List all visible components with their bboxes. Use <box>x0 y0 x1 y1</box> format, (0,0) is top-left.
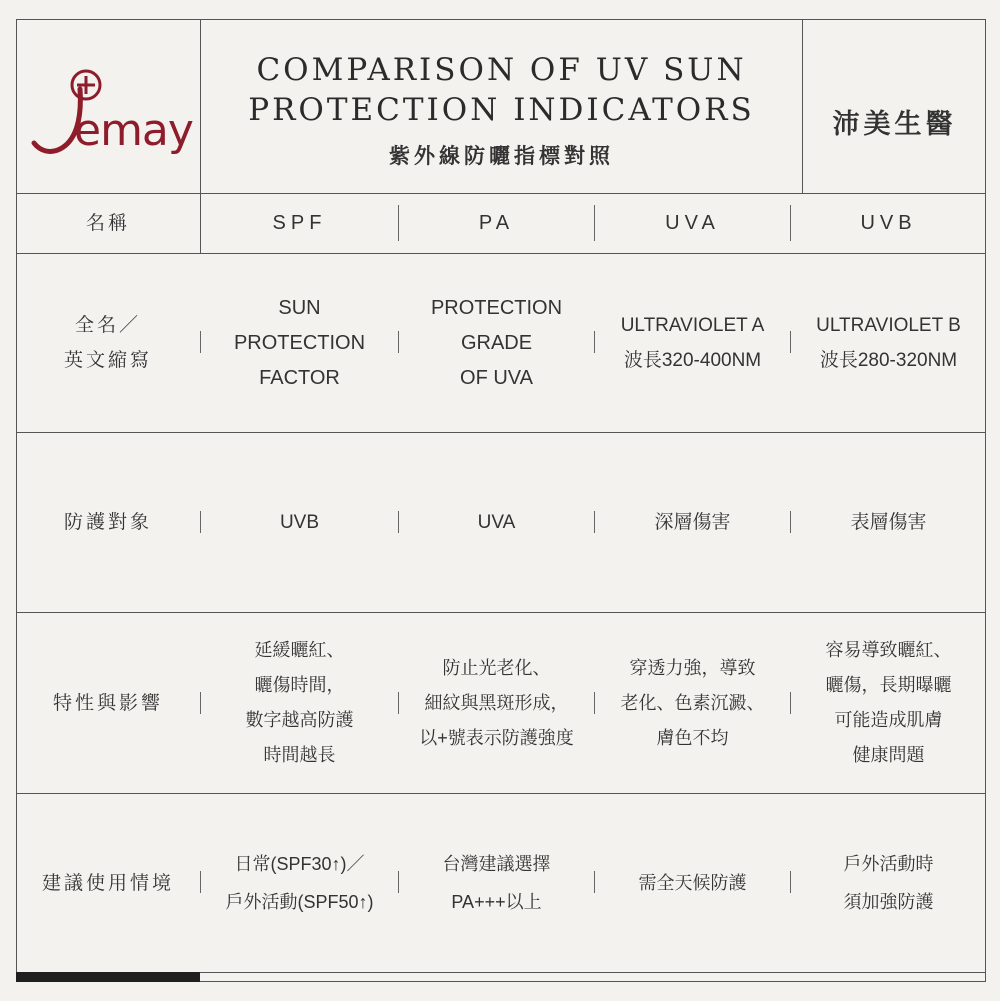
table-cell: ULTRAVIOLET A 波長320-400NM <box>620 315 765 371</box>
page-title: COMPARISON OF UV SUN PROTECTION INDICATORS <box>248 52 755 128</box>
row-label-full-name: 全名／ 英文縮寫 <box>63 315 152 371</box>
column-header-pa: PA <box>478 211 515 234</box>
table-cell: 延緩曬紅、 曬傷時間， 數字越高防護 時間越長 <box>245 640 354 765</box>
column-header-spf: SPF <box>272 211 327 234</box>
table-cell: PROTECTION GRADE OF UVA <box>430 296 563 389</box>
table-cell: 台灣建議選擇 PA+++以上 <box>442 854 551 912</box>
table-cell: ULTRAVIOLET B 波長280-320NM <box>816 315 961 371</box>
row-label-characteristics: 特性與影響 <box>52 692 163 714</box>
row-label-name: 名稱 <box>85 212 130 234</box>
table-cell: 深層傷害 <box>654 512 731 533</box>
table-cell: 戶外活動時 須加強防護 <box>843 854 934 912</box>
table-cell: 穿透力強，導致 老化、色素沉澱、 膚色不均 <box>620 657 765 748</box>
table-cell: 容易導致曬紅、 曬傷，長期曝曬 可能造成肌膚 健康問題 <box>825 640 952 765</box>
table-cell: 表層傷害 <box>850 512 927 533</box>
column-header-uvb: UVB <box>860 211 917 234</box>
decorative-bar <box>16 972 200 982</box>
brand-name: 沛美生醫 <box>832 109 957 139</box>
table-cell: UVB <box>279 512 320 533</box>
table-cell: 日常(SPF30↑)／ 戶外活動(SPF50↑) <box>225 854 374 912</box>
table-cell: 防止光老化、 細紋與黑斑形成， 以+號表示防護強度 <box>419 657 574 748</box>
logo-text: emay <box>74 105 193 156</box>
table-cell: UVA <box>477 512 516 533</box>
table-cell: 需全天候防護 <box>638 872 747 893</box>
page-subtitle: 紫外線防曬指標對照 <box>389 145 614 168</box>
brand-logo <box>16 19 200 193</box>
table-cell: SUN PROTECTION FACTOR <box>233 296 366 389</box>
column-header-uva: UVA <box>665 211 720 234</box>
row-label-usage: 建議使用情境 <box>41 872 174 894</box>
row-label-protection-target: 防護對象 <box>63 512 152 533</box>
